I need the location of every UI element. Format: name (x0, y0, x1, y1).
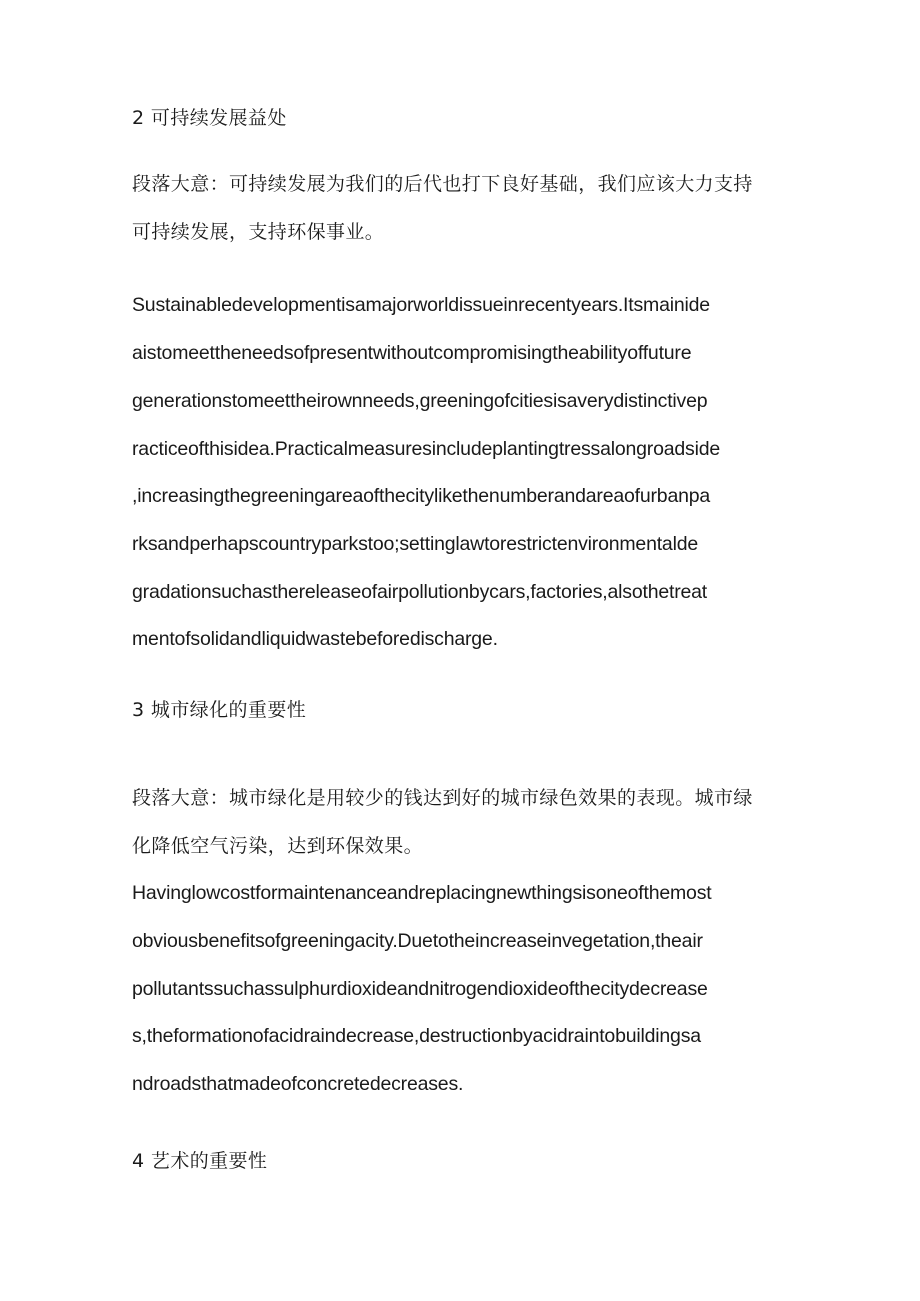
english-paragraph-line: generationstomeettheirownneeds,greeningofcitiesisaverydistinctivep (132, 390, 708, 412)
english-paragraph-line: ndroadsthatmadeofconcretedecreases. (132, 1073, 464, 1095)
english-paragraph-line: s,theformationofacidraindecrease,destructionbyacidraintobuildingsa (132, 1025, 701, 1047)
paragraph-summary-line: 段落大意：城市绿化是用较少的钱达到好的城市绿色效果的表现。城市绿 (132, 787, 753, 809)
english-paragraph-line: obviousbenefitsofgreeningacity.Duetotheincreaseinvegetation,theair (132, 930, 703, 952)
paragraph-summary-line: 化降低空气污染，达到环保效果。 (132, 835, 424, 857)
english-paragraph-line: Havinglowcostformaintenanceandreplacingnewthingsisoneofthemost (132, 882, 712, 904)
english-paragraph-line: ,increasingthegreeningareaofthecitylikethenumberandareaofurbanpa (132, 485, 711, 507)
section-heading: 4 艺术的重要性 (132, 1150, 268, 1172)
english-paragraph-line: Sustainabledevelopmentisamajorworldissueinrecentyears.Itsmainide (132, 294, 710, 316)
paragraph-summary-line: 段落大意：可持续发展为我们的后代也打下良好基础，我们应该大力支持 (132, 173, 753, 195)
english-paragraph-line: rksandperhapscountryparkstoo;settinglawtorestrictenvironmentalde (132, 533, 699, 555)
paragraph-summary-line: 可持续发展，支持环保事业。 (132, 221, 385, 243)
english-paragraph-line: aistomeettheneedsofpresentwithoutcompromisingtheabilityoffuture (132, 342, 692, 364)
english-paragraph-line: gradationsuchasthereleaseofairpollutionbycars,factories,alsothetreat (132, 581, 707, 603)
english-paragraph-line: mentofsolidandliquidwastebeforedischarge. (132, 628, 498, 650)
english-paragraph-line: pollutantssuchassulphurdioxideandnitrogendioxideofthecitydecrease (132, 978, 708, 1000)
section-heading: 2 可持续发展益处 (132, 107, 287, 129)
section-heading: 3 城市绿化的重要性 (132, 699, 307, 721)
english-paragraph-line: racticeofthisidea.Practicalmeasuresincludeplantingtressalongroadside (132, 438, 720, 460)
